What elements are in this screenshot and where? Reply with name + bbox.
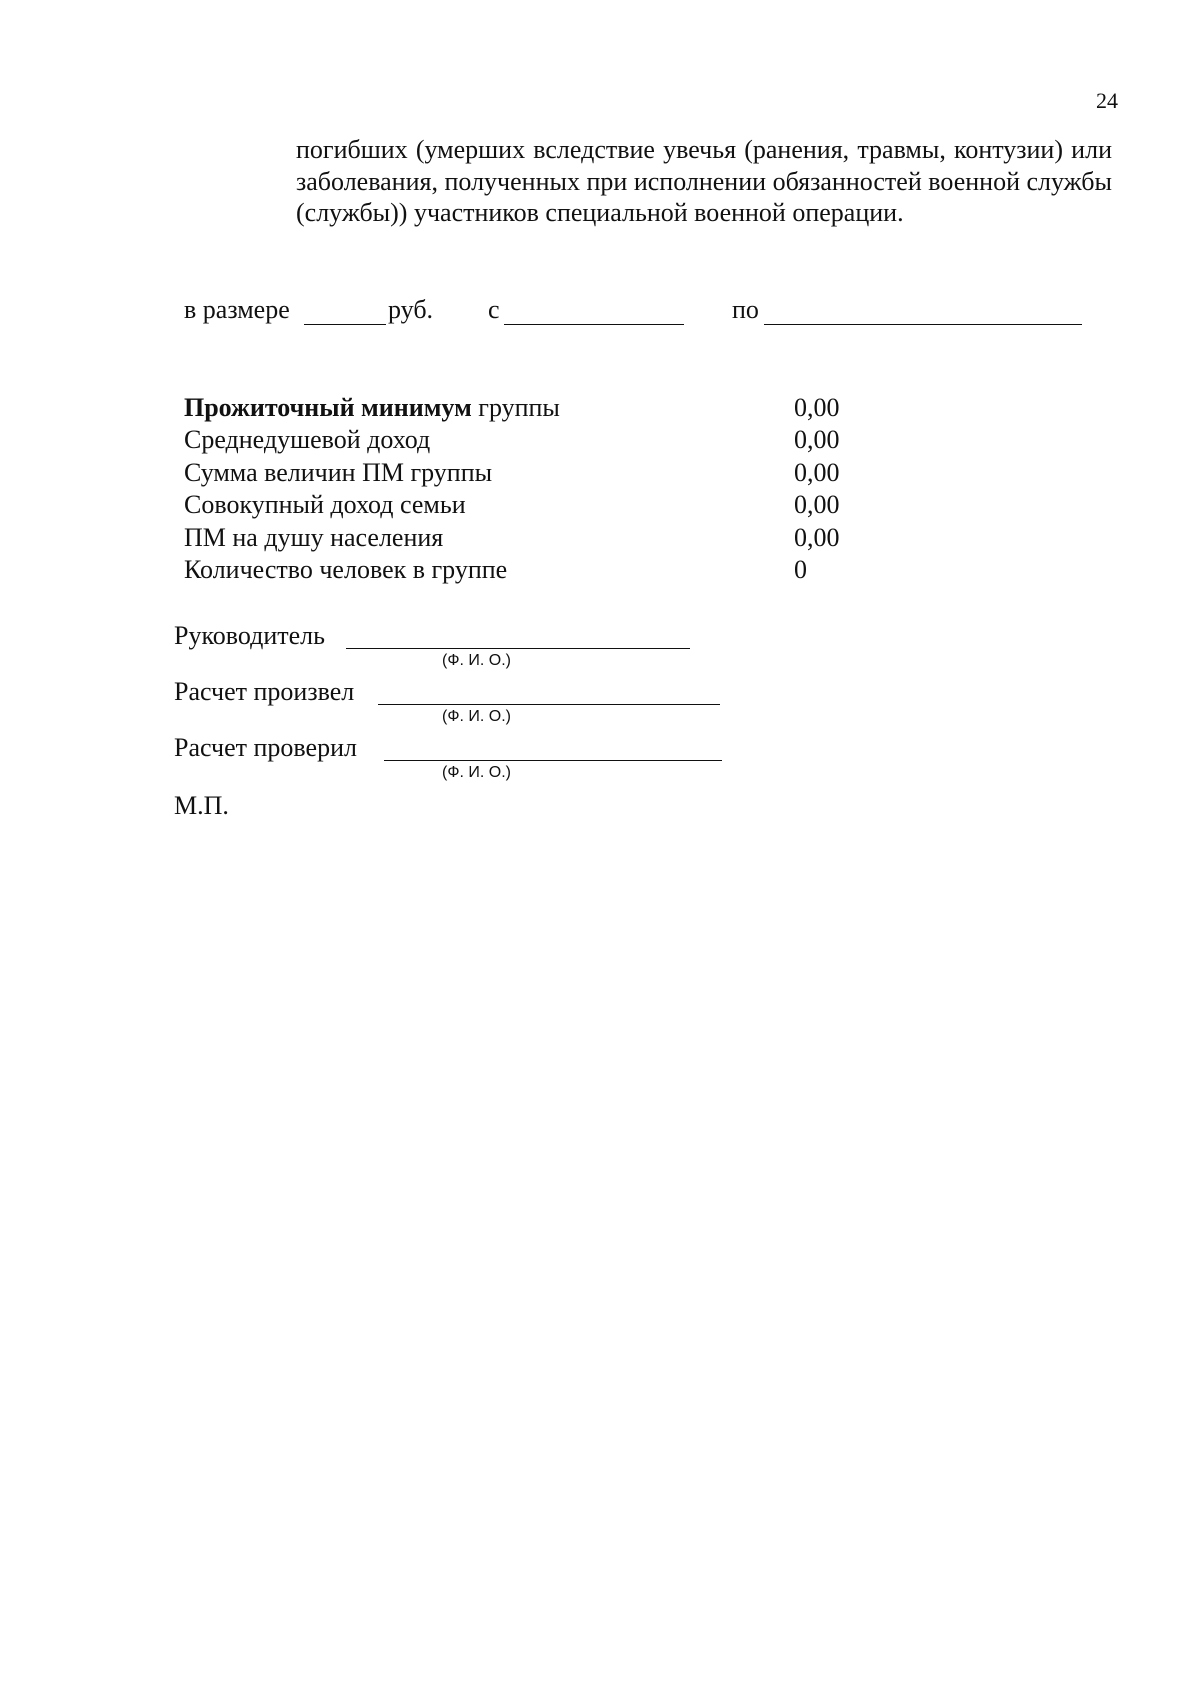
signature-head-label: Руководитель [174, 621, 325, 650]
summary-value: 0,00 [794, 490, 840, 520]
summary-label: Количество человек в группе [184, 554, 508, 584]
summary-row-people-count [184, 554, 884, 586]
summary-row-pm-per-capita [184, 522, 884, 554]
summary-value: 0,00 [794, 393, 840, 422]
amount-size-label: в размере [184, 295, 290, 324]
summary-row-pm-sum [184, 457, 884, 489]
stamp-place-label: М.П. [174, 791, 229, 820]
summary-label [184, 392, 560, 424]
page-number: 24 [1096, 88, 1118, 113]
summary-label: Сумма величин ПМ группы [184, 457, 493, 487]
summary-row-average-income [184, 424, 884, 456]
summary-label: Среднедушевой доход [184, 425, 431, 455]
signature-calculated-label: Расчет произвел [174, 677, 355, 706]
period-from-blank[interactable] [504, 324, 684, 325]
summary-value: 0,00 [794, 522, 840, 552]
summary-label: Совокупный доход семьи [184, 490, 466, 520]
amount-currency-label: руб. [388, 295, 434, 324]
signature-head-caption: (Ф. И. О.) [442, 652, 511, 669]
summary-row-subsistence-minimum [184, 392, 884, 424]
summary-label-rest: группы [471, 393, 560, 422]
period-to-label: по [732, 295, 759, 324]
signature-calculated-caption: (Ф. И. О.) [442, 708, 511, 725]
period-to-blank[interactable] [764, 324, 1082, 325]
summary-row-family-income [184, 489, 884, 521]
summary-value: 0,00 [794, 425, 840, 455]
signature-head-line[interactable] [346, 648, 690, 649]
intro-paragraph: погибших (умерших вследствие увечья (ранения, травмы, контузии) или заболевания, полученных при исполнении обязанностей военной службы (службы)) участников специальной военной операции. [296, 135, 1112, 227]
summary-table [184, 392, 884, 586]
signature-checked-caption: (Ф. И. О.) [442, 764, 511, 781]
summary-label-bold: Прожиточный минимум [184, 393, 472, 422]
amount-row [184, 294, 1084, 330]
summary-label: ПМ на душу населения [184, 522, 444, 552]
summary-value: 0,00 [794, 457, 840, 487]
amount-blank[interactable] [304, 324, 386, 325]
signature-checked-label: Расчет проверил [174, 733, 357, 762]
period-from-label: с [488, 295, 500, 324]
signature-calculated-line[interactable] [378, 704, 720, 705]
summary-value: 0 [794, 554, 807, 584]
signature-checked-line[interactable] [384, 760, 722, 761]
